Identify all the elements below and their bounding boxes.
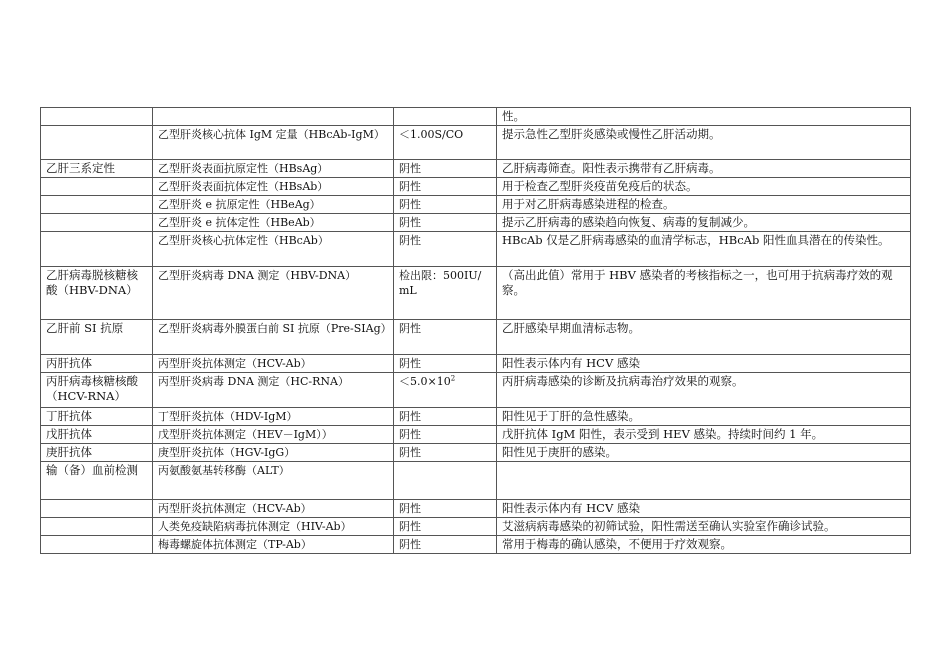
table-row: [41, 426, 911, 444]
test-name-cell: 乙型肝炎 e 抗体定性（HBeAb）: [153, 214, 394, 232]
reference-value-cell: 阴性: [394, 355, 497, 373]
clinical-significance-cell: 阳性见于丁肝的急性感染。: [497, 408, 911, 426]
test-name-cell: 乙型肝炎核心抗体 IgM 定量（HBcAb-IgM）: [153, 126, 394, 160]
table-row: [41, 320, 911, 355]
clinical-significance-cell: 丙肝病毒感染的诊断及抗病毒治疗效果的观察。: [497, 373, 911, 408]
category-cell: 丁肝抗体: [41, 408, 153, 426]
category-cell: [41, 500, 153, 518]
reference-value-cell: ＜1.00S/CO: [394, 126, 497, 160]
test-name-cell: 乙型肝炎表面抗体定性（HBsAb）: [153, 178, 394, 196]
test-name-cell: 人类免疫缺陷病毒抗体测定（HIV-Ab）: [153, 518, 394, 536]
category-cell: [41, 196, 153, 214]
clinical-significance-cell: 提示乙肝病毒的感染趋向恢复、病毒的复制减少。: [497, 214, 911, 232]
category-cell: 乙肝三系定性: [41, 160, 153, 178]
table-row: [41, 444, 911, 462]
test-name-cell: [153, 108, 394, 126]
test-name-cell: 庚型肝炎抗体（HGV-IgG）: [153, 444, 394, 462]
clinical-significance-cell: 用于对乙肝病毒感染进程的检查。: [497, 196, 911, 214]
table-row: [41, 373, 911, 408]
table-row: [41, 126, 911, 160]
category-cell: [41, 518, 153, 536]
clinical-significance-cell: 戊肝抗体 IgM 阳性，表示受到 HEV 感染。持续时间约 1 年。: [497, 426, 911, 444]
table-row: [41, 160, 911, 178]
table-row: [41, 518, 911, 536]
clinical-significance-cell: 阳性见于庚肝的感染。: [497, 444, 911, 462]
reference-value-cell: [394, 462, 497, 500]
category-cell: [41, 178, 153, 196]
reference-value-cell: 阴性: [394, 214, 497, 232]
category-cell: [41, 108, 153, 126]
category-cell: 乙肝病毒脱核糖核酸（HBV-DNA）: [41, 267, 153, 320]
reference-value-cell: 阴性: [394, 518, 497, 536]
reference-value-cell: 阴性: [394, 536, 497, 554]
category-cell: [41, 214, 153, 232]
table-row: [41, 196, 911, 214]
clinical-significance-cell: 乙肝病毒筛查。阳性表示携带有乙肝病毒。: [497, 160, 911, 178]
test-name-cell: 乙型肝炎 e 抗原定性（HBeAg）: [153, 196, 394, 214]
reference-value-cell: [394, 108, 497, 126]
table-row: [41, 108, 911, 126]
reference-value-cell: 阴性: [394, 232, 497, 267]
category-cell: [41, 232, 153, 267]
test-name-cell: 乙型肝炎病毒 DNA 测定（HBV-DNA）: [153, 267, 394, 320]
clinical-significance-cell: 提示急性乙型肝炎感染或慢性乙肝活动期。: [497, 126, 911, 160]
reference-value-cell: [394, 373, 497, 408]
table-row: [41, 355, 911, 373]
table-row: [41, 408, 911, 426]
table-row: [41, 232, 911, 267]
category-cell: 丙肝病毒核糖核酸（HCV-RNA）: [41, 373, 153, 408]
reference-value-cell: 阴性: [394, 426, 497, 444]
clinical-significance-cell: 性。: [497, 108, 911, 126]
clinical-significance-cell: （高出此值）常用于 HBV 感染者的考核指标之一，也可用于抗病毒疗效的观察。: [497, 267, 911, 320]
reference-value-cell: 阴性: [394, 500, 497, 518]
test-name-cell: 乙型肝炎核心抗体定性（HBcAb）: [153, 232, 394, 267]
category-cell: 戊肝抗体: [41, 426, 153, 444]
table-row: [41, 178, 911, 196]
reference-value-cell: 阴性: [394, 408, 497, 426]
reference-exponent: 2: [450, 374, 456, 383]
category-cell: 乙肝前 SI 抗原: [41, 320, 153, 355]
category-cell: [41, 126, 153, 160]
test-name-cell: 乙型肝炎表面抗原定性（HBsAg）: [153, 160, 394, 178]
category-cell: 丙肝抗体: [41, 355, 153, 373]
reference-value-cell: 检出限：500IU/mL: [394, 267, 497, 320]
category-cell: 庚肝抗体: [41, 444, 153, 462]
category-cell: 输（备）血前检测: [41, 462, 153, 500]
reference-value-text: ＜5.0×10: [399, 375, 451, 388]
category-cell: [41, 536, 153, 554]
table-row: [41, 214, 911, 232]
reference-value-cell: 阴性: [394, 178, 497, 196]
test-name-cell: 丁型肝炎抗体（HDV-IgM）: [153, 408, 394, 426]
clinical-significance-cell: 阳性表示体内有 HCV 感染: [497, 355, 911, 373]
clinical-significance-cell: 乙肝感染早期血清标志物。: [497, 320, 911, 355]
reference-value-cell: 阴性: [394, 444, 497, 462]
reference-value-cell: 阴性: [394, 160, 497, 178]
test-name-cell: 乙型肝炎病毒外膜蛋白前 SI 抗原（Pre-SIAg）: [153, 320, 394, 355]
table-row: [41, 500, 911, 518]
table-row: [41, 267, 911, 320]
clinical-significance-cell: 常用于梅毒的确认感染，不便用于疗效观察。: [497, 536, 911, 554]
clinical-significance-cell: [497, 462, 911, 500]
table-row: [41, 462, 911, 500]
clinical-significance-cell: 艾滋病病毒感染的初筛试验，阳性需送至确认实验室作确诊试验。: [497, 518, 911, 536]
test-name-cell: 戊型肝炎抗体测定（HEV－IgM））: [153, 426, 394, 444]
clinical-significance-cell: 阳性表示体内有 HCV 感染: [497, 500, 911, 518]
test-reference-table: [40, 107, 911, 554]
test-name-cell: 丙型肝炎抗体测定（HCV-Ab）: [153, 500, 394, 518]
clinical-significance-cell: HBcAb 仅是乙肝病毒感染的血清学标志，HBcAb 阳性血具潜在的传染性。: [497, 232, 911, 267]
test-name-cell: 丙氨酸氨基转移酶（ALT）: [153, 462, 394, 500]
reference-value-cell: 阴性: [394, 196, 497, 214]
table-row: [41, 536, 911, 554]
clinical-significance-cell: 用于检查乙型肝炎疫苗免疫后的状态。: [497, 178, 911, 196]
test-name-cell: 丙型肝炎病毒 DNA 测定（HC-RNA）: [153, 373, 394, 408]
test-name-cell: 丙型肝炎抗体测定（HCV-Ab）: [153, 355, 394, 373]
test-name-cell: 梅毒螺旋体抗体测定（TP-Ab）: [153, 536, 394, 554]
reference-value-cell: 阴性: [394, 320, 497, 355]
